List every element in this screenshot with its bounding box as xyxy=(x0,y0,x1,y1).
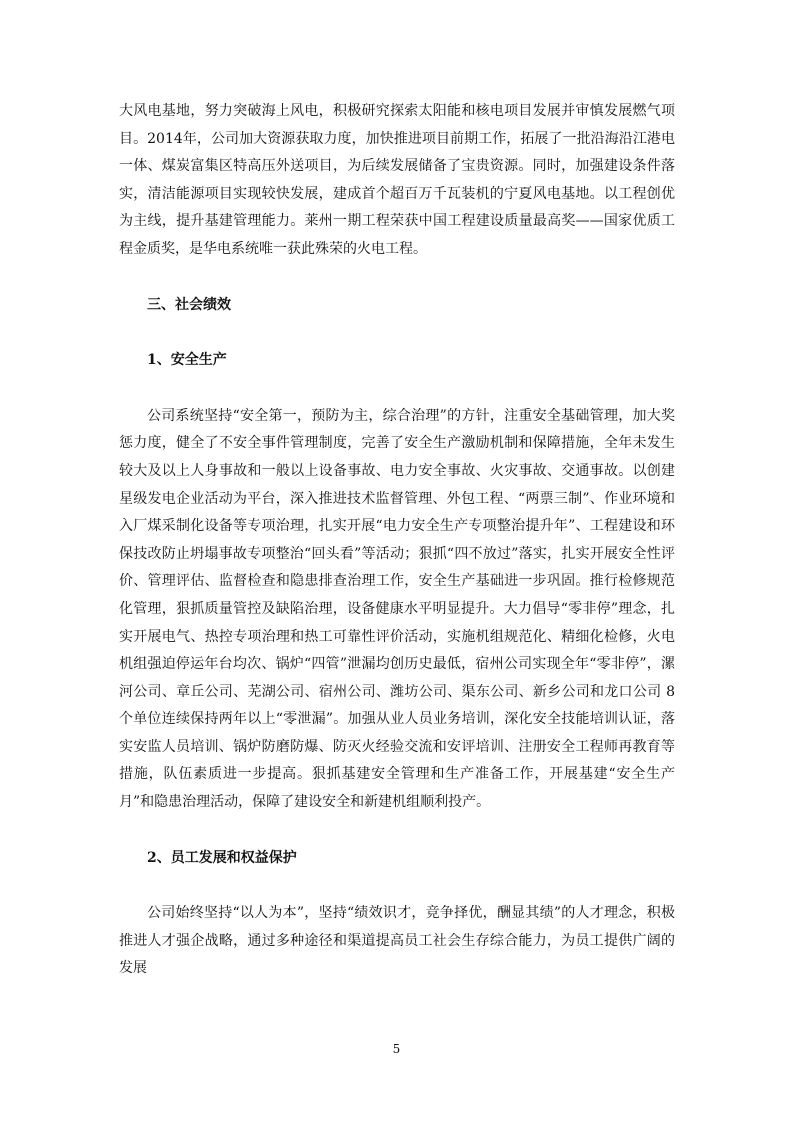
page-number: 5 xyxy=(392,1042,401,1056)
subsection-heading-safety: 1、安全生产 xyxy=(147,352,227,369)
safety-paragraph: 公司系统坚持“安全第一，预防为主，综合治理”的方针，注重安全基础管理，加大奖惩力度，健全了不安全事件管理制度，完善了安全生产激励机制和保障措施，全年未发生较大及以上人身事故和一般以上设备事故、电力安全事故、火灾事故、交通事故。以创建星级发电企业活动为平台，深入推进技术监督管理、外包工程、“两票三制”、作业环境和入厂煤采制化设备等专项治理，扎实开展“电力安全生产专项整治提升年”、工程建设和环保技改防止坍塌事故专项整治“回头看”等活动；狠抓“四不放过”落实，扎实开展安全性评价、管理评估、监督检查和隐患排查治理工作，安全生产基础进一步巩固。推行检修规范化管理，狠抓质量管控及缺陷治理，设备健康水平明显提升。大力倡导“零非停”理念，扎实开展电气、热控专项治理和热工可靠性评价活动，实施机组规范化、精细化检修，火电机组强迫停运年台均次、锅炉“四管”泄漏均创历史最低，宿州公司实现全年“零非停”，漯河公司、章丘公司、芜湖公司、宿州公司、潍坊公司、渠东公司、新乡公司和龙口公司 8 个单位连续保持两年以上“零泄漏”。加强从业人员业务培训，深化安全技能培训认证，落实安监人员培训、锅炉防磨防爆、防灭火经验交流和安评培训、注册安全工程师再教育等措施，队伍素质进一步提高。狠抓基建安全管理和生产准备工作，开展基建“安全生产月”和隐患治理活动，保障了建设安全和新建机组顺利投产。 xyxy=(119,407,675,811)
body-paragraph: 大风电基地，努力突破海上风电，积极研究探索太阳能和核电项目发展并审慎发展燃气项目。2014年，公司加大资源获取力度，加快推进项目前期工作，拓展了一批沿海沿江港电一体、煤炭富集区特高压外送项目，为后续发展储备了宝贵资源。同时，加强建设条件落实，清洁能源项目实现较快发展，建成首个超百万千瓦装机的宁夏风电基地。以工程创优为主线，提升基建管理能力。莱州一期工程荣获中国工程建设质量最高奖——国家优质工程金质奖，是华电系统唯一获此殊荣的火电工程。 xyxy=(119,103,675,257)
subsection-heading-employee: 2、员工发展和权益保护 xyxy=(147,849,297,866)
employee-paragraph: 公司始终坚持“以人为本”，坚持“绩效识才，竞争择优，酬显其绩”的人才理念，积极推进人才强企战略，通过多种途径和渠道提高员工社会生存综合能力，为员工提供广阔的发展 xyxy=(119,905,675,977)
page-content xyxy=(119,98,675,983)
section-heading: 三、社会绩效 xyxy=(147,296,231,313)
